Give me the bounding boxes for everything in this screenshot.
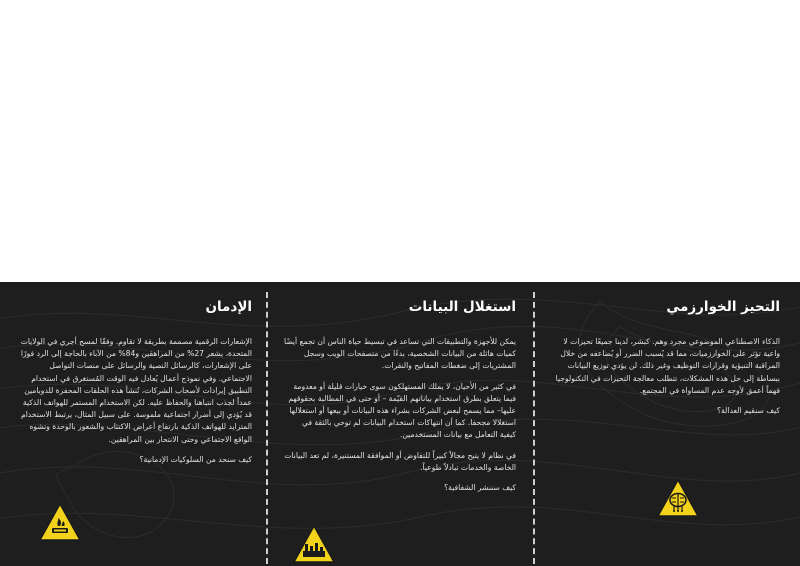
blank-page-area (0, 0, 800, 282)
panel-paragraph: الإشعارات الرقمية مصممة بطريقة لا تقاوم. وفقًا لمسح أجري في الولايات المتحدة، يشعر 27% من المراهقين و84% من الآباء بالحاجة إلى الرد فورًا على الإشعارات، كالرسائل النصية والرسائل على منصات التواصل الاجتماعي. وفي نموذج أعمال يُعادل فيه الوقت المُستغرق في استخدام التطبيق إيرادات لأصحاب الشركات، تُنشأ هذه الحلقات المحفزة للدوبامين عمداً لجذب انتباهنا والحفاظ عليه. لكن الاستخدام المستمر للهواتف الذكية قد يُؤدي إلى أضرار اجتماعية ملموسة. على سبيل المثال، يرتبط الاستخدام المتزايد للهواتف الذكية بارتفاع أعراض الاكتئاب والشعور بالوحدة وتشوه الواقع الاجتماعي وحتى الانتحار بين المراهقين. (20, 337, 252, 444)
panel-question: كيف سنقيم العدالة؟ (716, 406, 780, 416)
panel-question: كيف سننشر الشفافية؟ (444, 483, 516, 493)
panel-algorithmic-bias (548, 298, 780, 562)
panel-paragraph: في كثير من الأحيان، لا يملك المستهلكون سوى خيارات قليلة أو معدومة فيما يتعلق بطرق استخدام بياناتهم القيّمة – أو حتى في المطالبة بحقوقهم عليها– مما يسمح لبعض الشركات بشراء هذه البيانات أو بيعها أو استغلالها استغلالا مجحفا. كما أن انتهاكات استخدام البيانات لم توحي بالثقة في كيفية التعامل مع بيانات المستخدمين. (288, 381, 516, 440)
smartphone-fire-warning-icon (38, 502, 82, 542)
panel-paragraph: الذكاء الاصطناعي الموضوعي مجرد وهم. كبشر، لدينا جميعًا تحيزات لا واعية تؤثر على الخوارزميات، مما قد يُسبب الضرر أو يُضاعفه من خلال المراقبة التنبؤية وقرارات التوظيف وغير ذلك. لن يؤدي توزيع البيانات ببساطة إلى حل هذه المشكلات، تتطلب معالجة التحيزات في التكنولوجيا فهماً أعمق لأوجه عدم المساواة في المجتمع. (555, 337, 780, 395)
dashed-divider-left (266, 292, 268, 564)
panel-title: التحيز الخوارزمي (666, 299, 780, 315)
panel-title: الإدمان (205, 299, 252, 315)
panel-paragraph: في نظام لا يتيح مجالاً كبيراً للتفاوض أو الموافقة المستنيرة، لم تعد البيانات الخاصة والخدمات تبادلاً طوعياً. (284, 450, 516, 472)
panel-title: استغلال البيانات (408, 299, 516, 315)
dashed-divider-right (533, 292, 535, 564)
brain-circuit-warning-icon (656, 478, 700, 518)
data-factory-warning-icon (292, 524, 336, 564)
info-band (0, 282, 800, 566)
panel-data-exploitation (284, 298, 516, 562)
panel-paragraph: يمكن للأجهزة والتطبيقات التي تساعد في تبسيط حياة الناس أن تجمع أيضًا كميات هائلة من البيانات الشخصية، بدءًا من متصفحات الويب وسجل المشتريات إلى ضغطات المفاتيح والنقرات. (284, 337, 516, 371)
panel-question: كيف سنحد من السلوكيات الإدمانية؟ (139, 454, 252, 464)
